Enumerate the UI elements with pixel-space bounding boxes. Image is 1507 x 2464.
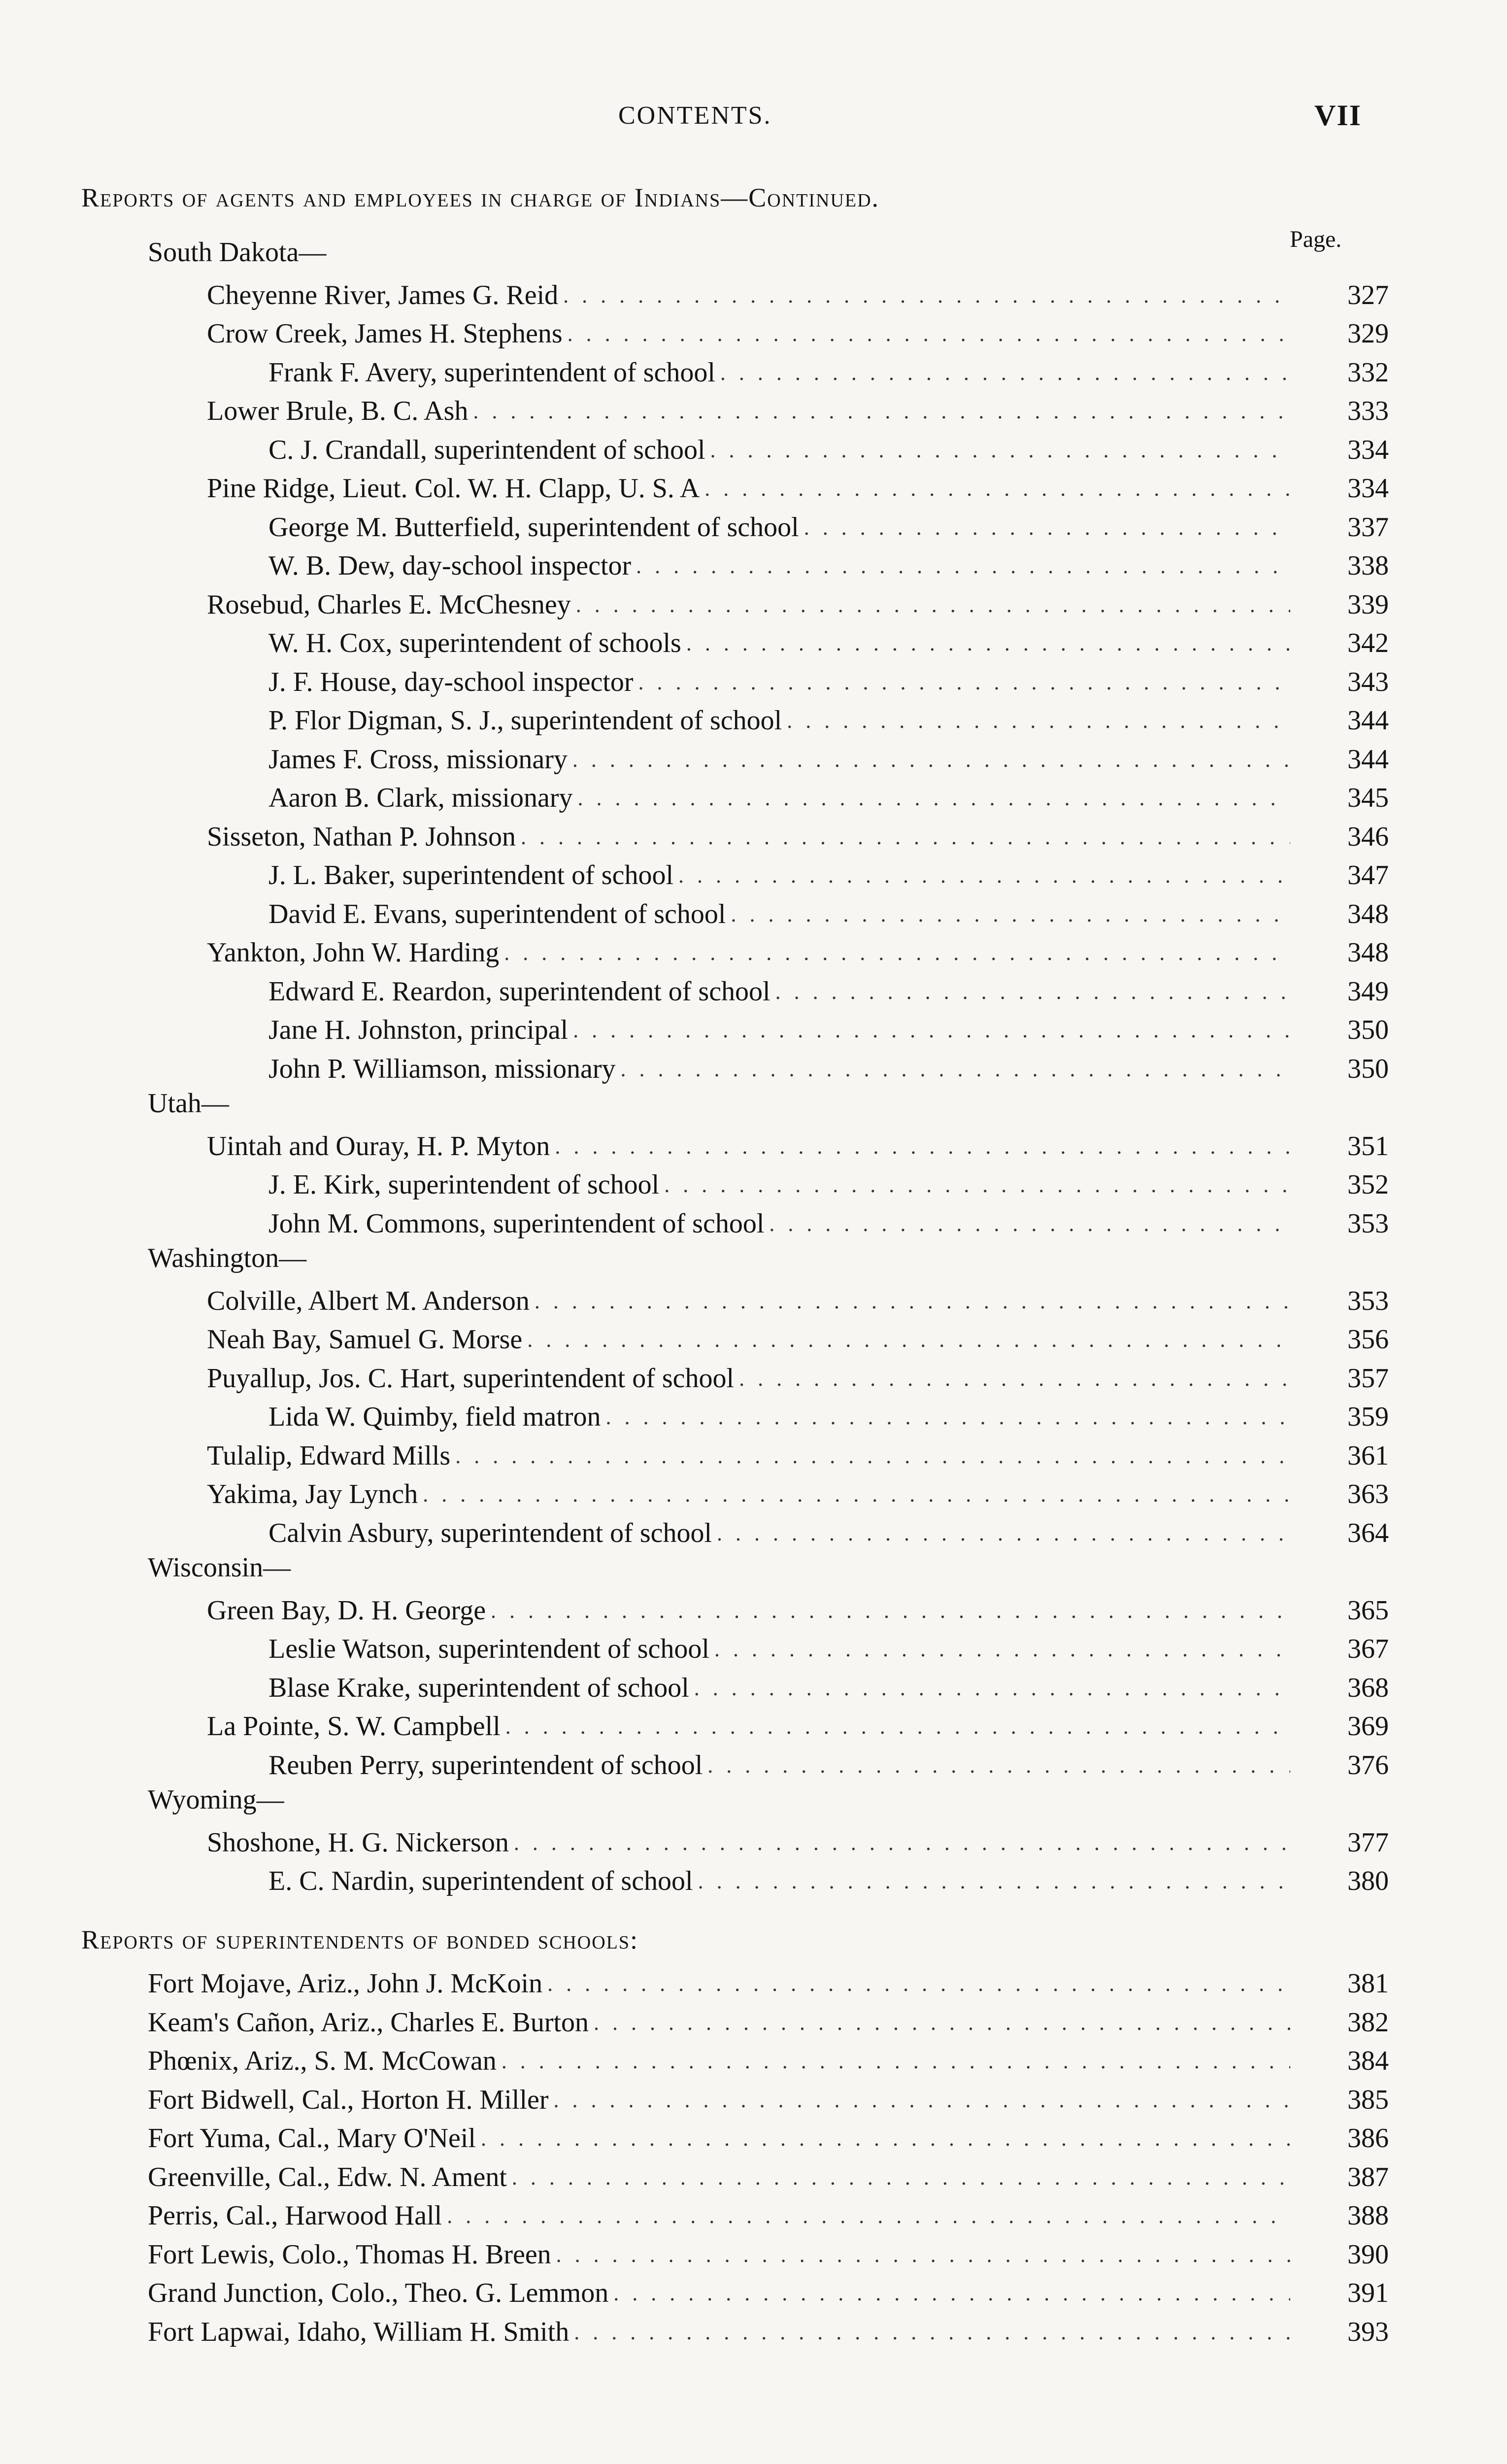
toc-entry-text: Lower Brule, B. C. Ash: [207, 396, 469, 426]
toc-entry-bonded-school: [148, 2080, 1389, 2120]
toc-page-number: 327: [1347, 280, 1389, 310]
toc-page-number: 350: [1347, 1015, 1389, 1045]
toc-entry-text: J. F. House, day-school inspector: [268, 667, 634, 697]
toc-entry-text: La Pointe, S. W. Campbell: [207, 1711, 501, 1742]
dot-leader: [514, 1830, 1290, 1855]
toc-entry: [268, 1204, 1389, 1243]
toc-entry: [268, 1049, 1389, 1089]
toc-entry-text: Pine Ridge, Lieut. Col. W. H. Clapp, U. S. A: [207, 473, 700, 504]
dot-leader: [535, 1289, 1290, 1314]
toc-page-number: 386: [1347, 2123, 1389, 2154]
dot-leader: [555, 1134, 1290, 1159]
toc-entry-bonded-school: [148, 2312, 1389, 2352]
dot-leader: [504, 940, 1290, 965]
toc-page-number: 342: [1347, 628, 1389, 658]
dot-leader: [547, 1971, 1290, 1996]
toc-entry: [207, 275, 1389, 315]
toc-entry: [268, 1668, 1389, 1708]
state-heading: Washington—: [148, 1243, 307, 1273]
toc-entry: [268, 778, 1389, 818]
toc-entry: [207, 1474, 1389, 1514]
toc-entry-text: Aaron B. Clark, missionary: [268, 783, 573, 813]
toc-page-number: 329: [1347, 318, 1389, 349]
dot-leader: [613, 2281, 1290, 2306]
toc-entry-text: Leslie Watson, superintendent of school: [268, 1634, 709, 1664]
dot-leader: [678, 863, 1290, 888]
section-title-agents: Reports of agents and employees in charge of Indians—Continued.: [81, 183, 880, 212]
toc-entry-text: J. E. Kirk, superintendent of school: [268, 1169, 660, 1200]
toc-entry: [207, 585, 1389, 624]
dot-leader: [481, 2126, 1290, 2151]
toc-entry: [207, 391, 1389, 431]
dot-leader: [621, 1057, 1290, 1082]
toc-entry: [207, 1707, 1389, 1746]
toc-entry-text: Neah Bay, Samuel G. Morse: [207, 1324, 523, 1355]
dot-leader: [554, 2088, 1290, 2113]
dot-leader: [423, 1482, 1290, 1507]
dot-leader: [568, 321, 1290, 346]
toc-entry-bonded-school: [148, 1964, 1389, 2003]
dot-leader: [714, 1637, 1290, 1662]
dot-leader: [686, 631, 1290, 656]
toc-entry-text: Sisseton, Nathan P. Johnson: [207, 821, 516, 852]
toc-entry: [268, 856, 1389, 895]
toc-entry-text: Perris, Cal., Harwood Hall: [148, 2200, 442, 2231]
toc-page-number: 376: [1347, 1750, 1389, 1780]
toc-page-number: 345: [1347, 783, 1389, 813]
toc-entry-text: Uintah and Ouray, H. P. Myton: [207, 1131, 550, 1162]
toc-entry: [268, 894, 1389, 934]
toc-page-number: 352: [1347, 1169, 1389, 1200]
toc-entry-text: Blase Krake, superintendent of school: [268, 1673, 689, 1703]
toc-page-number: 334: [1347, 435, 1389, 465]
toc-entry-text: Rosebud, Charles E. McChesney: [207, 589, 571, 620]
toc-entry: [207, 469, 1389, 508]
dot-leader: [720, 360, 1290, 385]
toc-entry-text: Cheyenne River, James G. Reid: [207, 280, 559, 310]
dot-leader: [707, 1753, 1290, 1778]
toc-page-number: 351: [1347, 1131, 1389, 1162]
toc-page-number: 347: [1347, 860, 1389, 890]
toc-page-number: 377: [1347, 1827, 1389, 1858]
toc-entry: [268, 508, 1389, 547]
toc-entry-text: Colville, Albert M. Anderson: [207, 1286, 530, 1316]
toc-page-number: 380: [1347, 1866, 1389, 1896]
dot-leader: [704, 476, 1290, 501]
toc-page-number: 349: [1347, 976, 1389, 1007]
dot-leader: [521, 824, 1290, 850]
dot-leader: [731, 902, 1290, 927]
dot-leader: [572, 747, 1290, 772]
dot-leader: [473, 399, 1290, 424]
toc-page-number: 364: [1347, 1518, 1389, 1548]
toc-entry-text: W. B. Dew, day-school inspector: [268, 550, 632, 581]
toc-page-number: 393: [1347, 2317, 1389, 2347]
toc-entry-text: Grand Junction, Colo., Theo. G. Lemmon: [148, 2278, 609, 2308]
toc-entry-text: Fort Yuma, Cal., Mary O'Neil: [148, 2123, 476, 2154]
toc-entry-text: Puyallup, Jos. C. Hart, superintendent of school: [207, 1363, 735, 1394]
toc-entry: [268, 1745, 1389, 1785]
toc-entry: [207, 817, 1389, 856]
toc-entry-text: Jane H. Johnston, principal: [268, 1015, 569, 1045]
toc-entry-bonded-school: [148, 2119, 1389, 2158]
toc-entry: [268, 430, 1389, 470]
dot-leader: [447, 2203, 1290, 2228]
toc-page-number: 343: [1347, 667, 1389, 697]
dot-leader: [573, 1018, 1290, 1043]
toc-entry: [268, 546, 1389, 585]
toc-entry: [268, 1513, 1389, 1553]
dot-leader: [527, 1327, 1290, 1352]
dot-leader: [577, 786, 1290, 811]
toc-entry: [268, 623, 1389, 663]
dot-leader: [455, 1443, 1290, 1469]
dot-leader: [606, 1404, 1291, 1430]
toc-entry: [268, 662, 1389, 702]
toc-page-number: 381: [1347, 1968, 1389, 1999]
toc-page-number: 333: [1347, 396, 1389, 426]
toc-entry: [268, 1629, 1389, 1669]
dot-leader: [594, 2010, 1290, 2035]
toc-entry-text: Fort Lapwai, Idaho, William H. Smith: [148, 2317, 569, 2347]
dot-leader: [638, 670, 1290, 695]
toc-entry-text: James F. Cross, missionary: [268, 744, 568, 775]
toc-entry-text: George M. Butterfield, superintendent of school: [268, 512, 799, 543]
toc-entry-text: P. Flor Digman, S. J., superintendent of school: [268, 705, 782, 736]
toc-page-number: 391: [1347, 2278, 1389, 2308]
toc-page-number: 338: [1347, 550, 1389, 581]
dot-leader: [769, 1211, 1290, 1236]
dot-leader: [710, 438, 1290, 463]
dot-leader: [694, 1676, 1290, 1701]
toc-entry-text: Edward E. Reardon, superintendent of school: [268, 976, 770, 1007]
dot-leader: [804, 515, 1290, 540]
toc-entry-text: David E. Evans, superintendent of school: [268, 899, 726, 929]
toc-page-number: 337: [1347, 512, 1389, 543]
toc-entry-text: Shoshone, H. G. Nickerson: [207, 1827, 509, 1858]
toc-page-number: 346: [1347, 821, 1389, 852]
toc-page-number: 348: [1347, 937, 1389, 968]
toc-entry-text: Phœnix, Ariz., S. M. McCowan: [148, 2046, 497, 2076]
toc-entry: [268, 1861, 1389, 1901]
toc-page-number: 388: [1347, 2200, 1389, 2231]
toc-page-number: 387: [1347, 2162, 1389, 2192]
toc-entry-text: C. J. Crandall, superintendent of school: [268, 435, 705, 465]
toc-entry-text: W. H. Cox, superintendent of schools: [268, 628, 681, 658]
toc-entry: [207, 1320, 1389, 1359]
toc-entry: [207, 1127, 1389, 1166]
toc-entry-text: Crow Creek, James H. Stephens: [207, 318, 563, 349]
toc-entry-text: Lida W. Quimby, field matron: [268, 1402, 601, 1432]
toc-page-number: 361: [1347, 1440, 1389, 1471]
toc-page-number: 369: [1347, 1711, 1389, 1742]
toc-entry-bonded-school: [148, 2157, 1389, 2197]
toc-entry-text: Frank F. Avery, superintendent of school: [268, 357, 715, 388]
toc-page-number: 334: [1347, 473, 1389, 504]
dot-leader: [556, 2242, 1290, 2267]
toc-page-number: 332: [1347, 357, 1389, 388]
toc-entry-text: Keam's Cañon, Ariz., Charles E. Burton: [148, 2007, 589, 2038]
toc-entry: [207, 1436, 1389, 1475]
toc-entry-text: Yankton, John W. Harding: [207, 937, 500, 968]
toc-page-number: 339: [1347, 589, 1389, 620]
toc-entry: [207, 1591, 1389, 1630]
toc-page-number: 357: [1347, 1363, 1389, 1394]
toc-entry-text: Green Bay, D. H. George: [207, 1595, 486, 1626]
dot-leader: [574, 2320, 1290, 2345]
toc-page-number: 390: [1347, 2239, 1389, 2270]
page-title: CONTENTS.: [618, 102, 772, 130]
toc-entry-text: Calvin Asbury, superintendent of school: [268, 1518, 712, 1548]
page-column-label: Page.: [1290, 226, 1342, 252]
toc-page-number: 353: [1347, 1208, 1389, 1239]
dot-leader: [739, 1366, 1290, 1391]
toc-entry-text: Fort Mojave, Ariz., John J. McKoin: [148, 1968, 543, 1999]
toc-page-number: 348: [1347, 899, 1389, 929]
toc-entry-text: E. C. Nardin, superintendent of school: [268, 1866, 693, 1896]
dot-leader: [636, 553, 1290, 579]
toc-entry: [268, 1397, 1389, 1437]
dot-leader: [505, 1714, 1290, 1739]
toc-entry-bonded-school: [148, 2235, 1389, 2274]
state-heading: Utah—: [148, 1088, 229, 1119]
toc-entry-text: Fort Bidwell, Cal., Horton H. Miller: [148, 2085, 549, 2115]
dot-leader: [576, 592, 1290, 617]
state-heading: Wyoming—: [148, 1784, 284, 1815]
dot-leader: [563, 283, 1290, 308]
dot-leader: [717, 1521, 1290, 1546]
toc-entry: [268, 972, 1389, 1011]
toc-entry: [268, 740, 1389, 779]
toc-page-number: 356: [1347, 1324, 1389, 1355]
dot-leader: [502, 2049, 1290, 2074]
toc-page-number: 344: [1347, 744, 1389, 775]
state-heading: Wisconsin—: [148, 1552, 291, 1583]
toc-entry-text: Reuben Perry, superintendent of school: [268, 1750, 703, 1780]
toc-page-number: 367: [1347, 1634, 1389, 1664]
toc-page-number: 365: [1347, 1595, 1389, 1626]
toc-entry: [207, 933, 1389, 972]
dot-leader: [775, 979, 1290, 1004]
toc-entry-text: Fort Lewis, Colo., Thomas H. Breen: [148, 2239, 551, 2270]
toc-page-number: 368: [1347, 1673, 1389, 1703]
toc-page-number: 363: [1347, 1479, 1389, 1509]
toc-entry: [207, 1823, 1389, 1862]
toc-entry-text: Yakima, Jay Lynch: [207, 1479, 418, 1509]
dot-leader: [491, 1598, 1290, 1623]
dot-leader: [664, 1172, 1290, 1198]
toc-page-number: 382: [1347, 2007, 1389, 2038]
toc-entry-text: John M. Commons, superintendent of school: [268, 1208, 765, 1239]
toc-entry-bonded-school: [148, 2273, 1389, 2313]
dot-leader: [698, 1869, 1290, 1894]
toc-entry: [207, 314, 1389, 353]
toc-page-number: 385: [1347, 2085, 1389, 2115]
toc-entry-text: J. L. Baker, superintendent of school: [268, 860, 674, 890]
toc-page-number: 353: [1347, 1286, 1389, 1316]
toc-entry: [207, 1281, 1389, 1321]
toc-entry-bonded-school: [148, 2003, 1389, 2042]
toc-entry-bonded-school: [148, 2196, 1389, 2235]
toc-entry: [268, 701, 1389, 740]
toc-entry: [268, 1165, 1389, 1204]
toc-entry-text: Greenville, Cal., Edw. N. Ament: [148, 2162, 507, 2192]
toc-entry: [268, 1010, 1389, 1050]
toc-page-number: 350: [1347, 1054, 1389, 1084]
toc-entry-bonded-school: [148, 2041, 1389, 2081]
dot-leader: [787, 708, 1290, 733]
dot-leader: [512, 2165, 1290, 2190]
toc-page-number: 384: [1347, 2046, 1389, 2076]
toc-entry-text: John P. Williamson, missionary: [268, 1054, 616, 1084]
toc-page-number: 344: [1347, 705, 1389, 736]
toc-page-number: 359: [1347, 1402, 1389, 1432]
toc-entry: [268, 353, 1389, 392]
section-title-bonded-schools: Reports of superintendents of bonded schools:: [81, 1925, 639, 1954]
state-heading: South Dakota—: [148, 237, 327, 268]
toc-entry: [207, 1359, 1389, 1398]
toc-entry-text: Tulalip, Edward Mills: [207, 1440, 451, 1471]
page-number: VII: [1314, 99, 1362, 132]
